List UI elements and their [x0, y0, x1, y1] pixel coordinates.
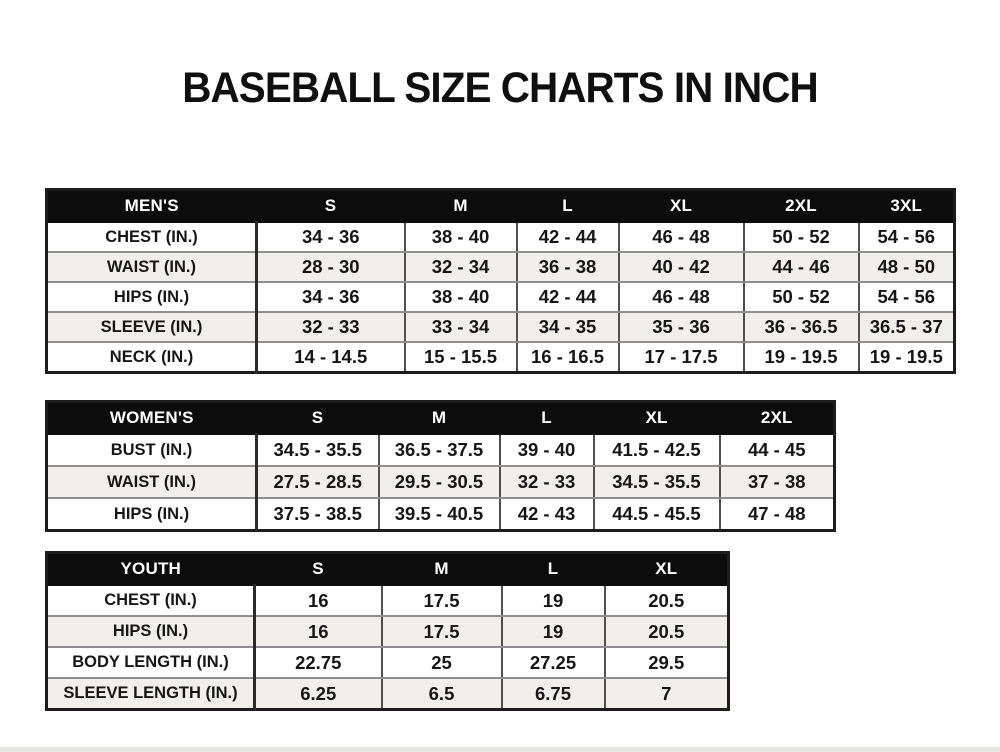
measurement-value: 29.5 - 30.5 — [379, 466, 500, 498]
measurement-value: 28 - 30 — [257, 252, 405, 282]
measurement-value: 47 - 48 — [720, 498, 835, 531]
mens-table-title: MEN'S — [47, 190, 257, 223]
measurement-value: 6.5 — [382, 678, 502, 710]
bottom-edge-strip — [0, 747, 1000, 752]
mens-header-row — [47, 190, 955, 223]
measurement-value: 15 - 15.5 — [405, 342, 517, 373]
table-row — [47, 342, 955, 373]
measurement-value: 27.25 — [502, 647, 605, 678]
measurement-value: 27.5 - 28.5 — [257, 466, 379, 498]
table-row — [47, 585, 729, 616]
measurement-label: SLEEVE LENGTH (IN.) — [47, 678, 255, 710]
size-column-header: M — [382, 553, 502, 586]
measurement-value: 22.75 — [255, 647, 382, 678]
measurement-value: 32 - 34 — [405, 252, 517, 282]
measurement-value: 54 - 56 — [859, 282, 955, 312]
measurement-value: 7 — [605, 678, 729, 710]
page-title: BASEBALL SIZE CHARTS IN INCH — [182, 64, 818, 112]
measurement-value: 44 - 46 — [744, 252, 859, 282]
measurement-label: BUST (IN.) — [47, 434, 257, 466]
measurement-label: HIPS (IN.) — [47, 282, 257, 312]
womens-table-title: WOMEN'S — [47, 402, 257, 435]
measurement-value: 29.5 — [605, 647, 729, 678]
measurement-value: 34 - 36 — [257, 222, 405, 252]
measurement-value: 36.5 - 37 — [859, 312, 955, 342]
measurement-value: 20.5 — [605, 616, 729, 647]
measurement-value: 20.5 — [605, 585, 729, 616]
measurement-value: 44 - 45 — [720, 434, 835, 466]
measurement-value: 46 - 48 — [619, 282, 744, 312]
measurement-value: 25 — [382, 647, 502, 678]
measurement-label: CHEST (IN.) — [47, 222, 257, 252]
measurement-label: HIPS (IN.) — [47, 498, 257, 531]
measurement-label: HIPS (IN.) — [47, 616, 255, 647]
size-column-header: XL — [605, 553, 729, 586]
table-row — [47, 616, 729, 647]
measurement-label: SLEEVE (IN.) — [47, 312, 257, 342]
measurement-value: 14 - 14.5 — [257, 342, 405, 373]
measurement-value: 42 - 43 — [500, 498, 594, 531]
measurement-value: 19 — [502, 585, 605, 616]
measurement-value: 34.5 - 35.5 — [594, 466, 720, 498]
measurement-value: 34 - 35 — [517, 312, 619, 342]
table-row — [47, 282, 955, 312]
size-column-header: L — [502, 553, 605, 586]
measurement-label: WAIST (IN.) — [47, 252, 257, 282]
measurement-value: 34 - 36 — [257, 282, 405, 312]
measurement-value: 34.5 - 35.5 — [257, 434, 379, 466]
youth-size-table — [45, 551, 730, 711]
measurement-value: 39 - 40 — [500, 434, 594, 466]
measurement-value: 35 - 36 — [619, 312, 744, 342]
size-column-header: M — [379, 402, 500, 435]
table-row — [47, 434, 835, 466]
youth-table-title: YOUTH — [47, 553, 255, 586]
youth-header-row — [47, 553, 729, 586]
measurement-label: BODY LENGTH (IN.) — [47, 647, 255, 678]
measurement-value: 50 - 52 — [744, 282, 859, 312]
measurement-value: 17.5 — [382, 585, 502, 616]
measurement-value: 40 - 42 — [619, 252, 744, 282]
table-row — [47, 222, 955, 252]
size-column-header: S — [257, 402, 379, 435]
measurement-value: 48 - 50 — [859, 252, 955, 282]
measurement-value: 41.5 - 42.5 — [594, 434, 720, 466]
table-row — [47, 312, 955, 342]
measurement-value: 19 - 19.5 — [859, 342, 955, 373]
measurement-value: 36 - 38 — [517, 252, 619, 282]
size-column-header: L — [517, 190, 619, 223]
table-row — [47, 647, 729, 678]
measurement-value: 36.5 - 37.5 — [379, 434, 500, 466]
youth-size-chart — [45, 551, 730, 711]
size-column-header: 2XL — [744, 190, 859, 223]
mens-size-chart — [45, 188, 956, 374]
measurement-value: 46 - 48 — [619, 222, 744, 252]
measurement-value: 16 — [255, 616, 382, 647]
size-column-header: S — [257, 190, 405, 223]
measurement-label: WAIST (IN.) — [47, 466, 257, 498]
measurement-value: 19 — [502, 616, 605, 647]
measurement-value: 16 - 16.5 — [517, 342, 619, 373]
measurement-value: 54 - 56 — [859, 222, 955, 252]
measurement-value: 38 - 40 — [405, 222, 517, 252]
measurement-value: 50 - 52 — [744, 222, 859, 252]
measurement-value: 36 - 36.5 — [744, 312, 859, 342]
measurement-value: 37 - 38 — [720, 466, 835, 498]
mens-size-table — [45, 188, 956, 374]
measurement-value: 42 - 44 — [517, 282, 619, 312]
size-column-header: L — [500, 402, 594, 435]
table-row — [47, 498, 835, 531]
measurement-value: 19 - 19.5 — [744, 342, 859, 373]
measurement-label: CHEST (IN.) — [47, 585, 255, 616]
measurement-value: 33 - 34 — [405, 312, 517, 342]
size-column-header: 3XL — [859, 190, 955, 223]
size-column-header: XL — [594, 402, 720, 435]
measurement-value: 16 — [255, 585, 382, 616]
measurement-value: 6.75 — [502, 678, 605, 710]
measurement-value: 39.5 - 40.5 — [379, 498, 500, 531]
measurement-value: 17 - 17.5 — [619, 342, 744, 373]
womens-size-table — [45, 400, 836, 532]
measurement-value: 38 - 40 — [405, 282, 517, 312]
womens-header-row — [47, 402, 835, 435]
womens-size-chart — [45, 400, 836, 532]
size-column-header: 2XL — [720, 402, 835, 435]
size-column-header: S — [255, 553, 382, 586]
table-row — [47, 678, 729, 710]
measurement-value: 42 - 44 — [517, 222, 619, 252]
measurement-value: 44.5 - 45.5 — [594, 498, 720, 531]
measurement-value: 17.5 — [382, 616, 502, 647]
table-row — [47, 466, 835, 498]
measurement-value: 6.25 — [255, 678, 382, 710]
size-column-header: M — [405, 190, 517, 223]
table-row — [47, 252, 955, 282]
measurement-label: NECK (IN.) — [47, 342, 257, 373]
measurement-value: 37.5 - 38.5 — [257, 498, 379, 531]
size-column-header: XL — [619, 190, 744, 223]
measurement-value: 32 - 33 — [500, 466, 594, 498]
measurement-value: 32 - 33 — [257, 312, 405, 342]
